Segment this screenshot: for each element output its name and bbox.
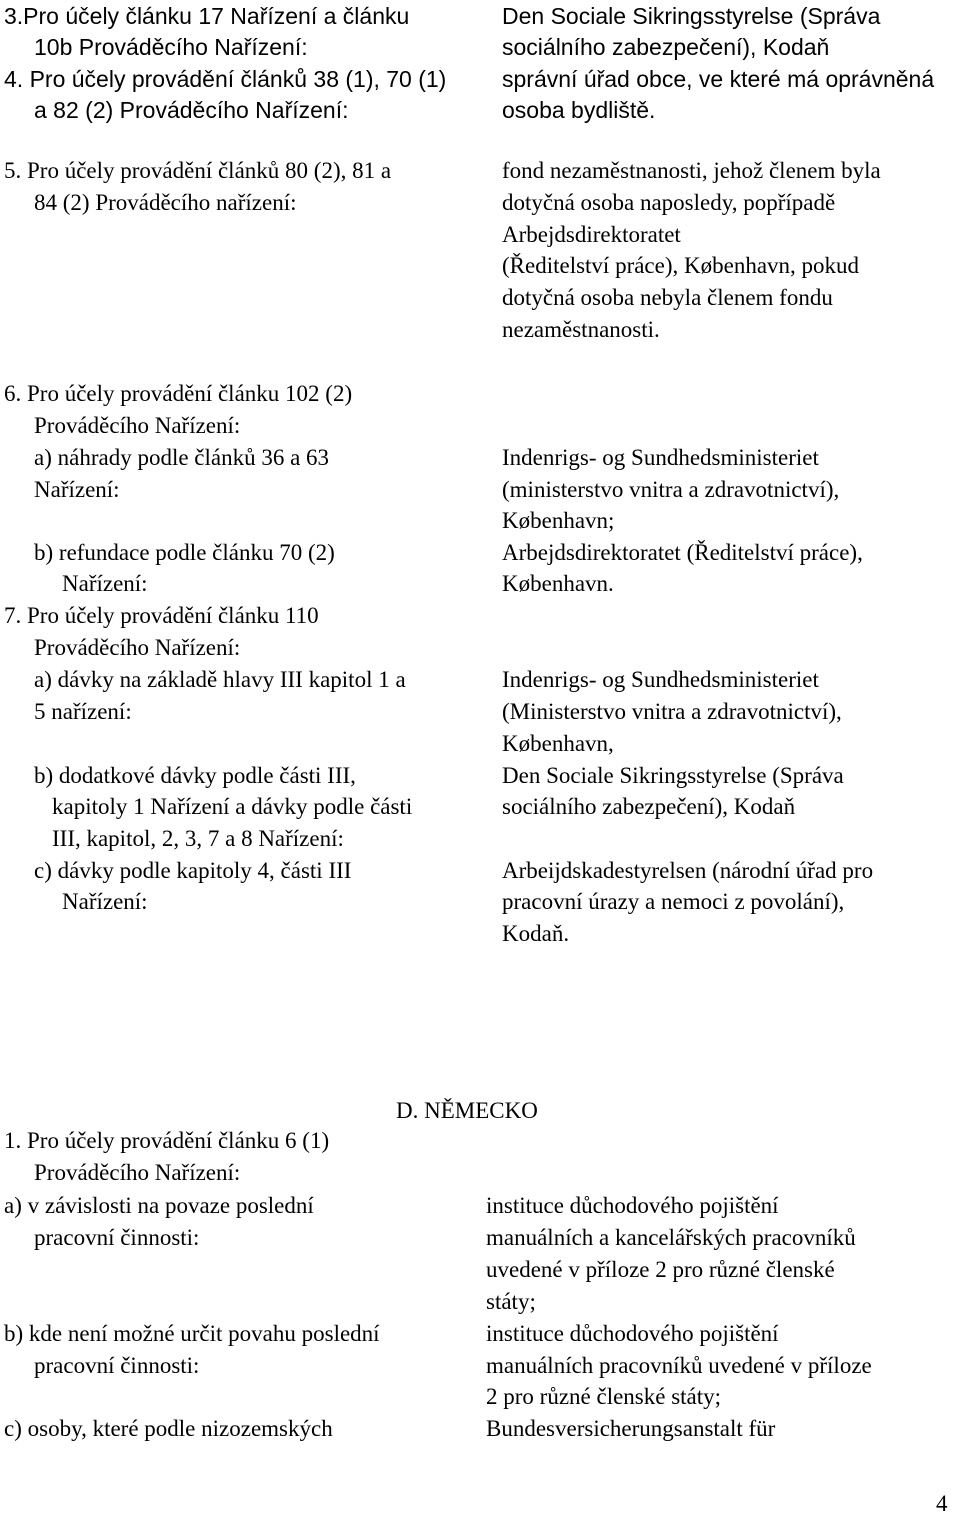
germany-right-line: státy; [486, 1289, 536, 1314]
germany-right-line: manuálních pracovníků uvedené v příloze [486, 1353, 872, 1378]
right-line: sociálního zabezpečení), Kodaň [502, 34, 830, 60]
left-line: a 82 (2) Prováděcího Nařízení: [34, 97, 349, 123]
left-line: 5. Pro účely provádění článků 80 (2), 81 a [4, 158, 392, 183]
right-line: sociálního zabezpečení), Kodaň [502, 794, 796, 819]
right-line: správní úřad obce, ve které má oprávněná [502, 66, 935, 92]
germany-left-line: Prováděcího Nařízení: [34, 1160, 241, 1185]
right-line: Arbeijdskadestyrelsen (národní úřad pro [502, 858, 874, 883]
left-line: a) náhrady podle článků 36 a 63 [34, 445, 330, 470]
right-line: dotyčná osoba nebyla členem fondu [502, 285, 833, 310]
right-line: (Ředitelství práce), København, pokud [502, 253, 860, 278]
right-line: nezaměstnanosti. [502, 317, 660, 342]
section-heading: D. NĚMECKO [396, 1098, 538, 1123]
left-line: kapitoly 1 Nařízení a dávky podle části [52, 794, 413, 819]
left-line: III, kapitol, 2, 3, 7 a 8 Nařízení: [52, 826, 344, 851]
germany-left-line: pracovní činnosti: [34, 1353, 200, 1378]
left-line: Nařízení: [62, 889, 148, 914]
right-line: Indenrigs- og Sundhedsministeriet [502, 445, 819, 470]
right-line: København. [502, 571, 614, 596]
germany-right-line: uvedené v příloze 2 pro různé členské [486, 1257, 835, 1282]
left-line: Nařízení: [62, 571, 148, 596]
right-line: fond nezaměstnanosti, jehož členem byla [502, 158, 881, 183]
germany-right-line: instituce důchodového pojištění [486, 1193, 779, 1218]
germany-right-line: manuálních a kancelářských pracovníků [486, 1225, 856, 1250]
left-line: Nařízení: [34, 477, 120, 502]
left-line: b) dodatkové dávky podle části III, [34, 763, 356, 788]
right-line: dotyčná osoba naposledy, popřípadě [502, 190, 836, 215]
right-line: Kodaň. [502, 921, 570, 946]
left-line: 10b Prováděcího Nařízení: [34, 34, 308, 60]
germany-left-line: 1. Pro účely provádění článku 6 (1) [4, 1128, 330, 1153]
page-number: 4 [936, 1491, 948, 1516]
right-line: Den Sociale Sikringsstyrelse (Správa [502, 3, 881, 29]
left-line: 6. Pro účely provádění článku 102 (2) [4, 381, 353, 406]
left-line: 84 (2) Prováděcího nařízení: [34, 190, 297, 215]
right-line: Arbejdsdirektoratet (Ředitelství práce), [502, 540, 863, 565]
germany-left-line: a) v závislosti na povaze poslední [4, 1193, 314, 1218]
left-line: a) dávky na základě hlavy III kapitol 1 a [34, 667, 406, 692]
germany-left-line: pracovní činnosti: [34, 1225, 200, 1250]
left-line: c) dávky podle kapitoly 4, části III [34, 858, 352, 883]
left-line: 4. Pro účely provádění článků 38 (1), 70 (1) [4, 66, 447, 92]
left-line: Prováděcího Nařízení: [34, 413, 241, 438]
left-line: 7. Pro účely provádění článku 110 [4, 603, 319, 628]
right-line: Arbejdsdirektoratet [502, 222, 681, 247]
germany-right-line: instituce důchodového pojištění [486, 1321, 779, 1346]
right-line: osoba bydliště. [502, 97, 656, 123]
right-line: Den Sociale Sikringsstyrelse (Správa [502, 763, 844, 788]
germany-right-line: Bundesversicherungsanstalt für [486, 1416, 776, 1441]
right-line: København, [502, 731, 614, 756]
germany-left-line: c) osoby, které podle nizozemských [4, 1416, 333, 1441]
right-line: (ministerstvo vnitra a zdravotnictví), [502, 477, 840, 502]
right-line: Indenrigs- og Sundhedsministeriet [502, 667, 819, 692]
right-line: pracovní úrazy a nemoci z povolání), [502, 889, 845, 914]
left-line: Prováděcího Nařízení: [34, 635, 241, 660]
left-line: 5 nařízení: [34, 699, 132, 724]
right-line: (Ministerstvo vnitra a zdravotnictví), [502, 699, 842, 724]
left-line: b) refundace podle článku 70 (2) [34, 540, 335, 565]
germany-left-line: b) kde není možné určit povahu poslední [4, 1321, 380, 1346]
germany-right-line: 2 pro různé členské státy; [486, 1384, 722, 1409]
right-line: København; [502, 508, 615, 533]
left-line: 3.Pro účely článku 17 Nařízení a článku [4, 3, 410, 29]
